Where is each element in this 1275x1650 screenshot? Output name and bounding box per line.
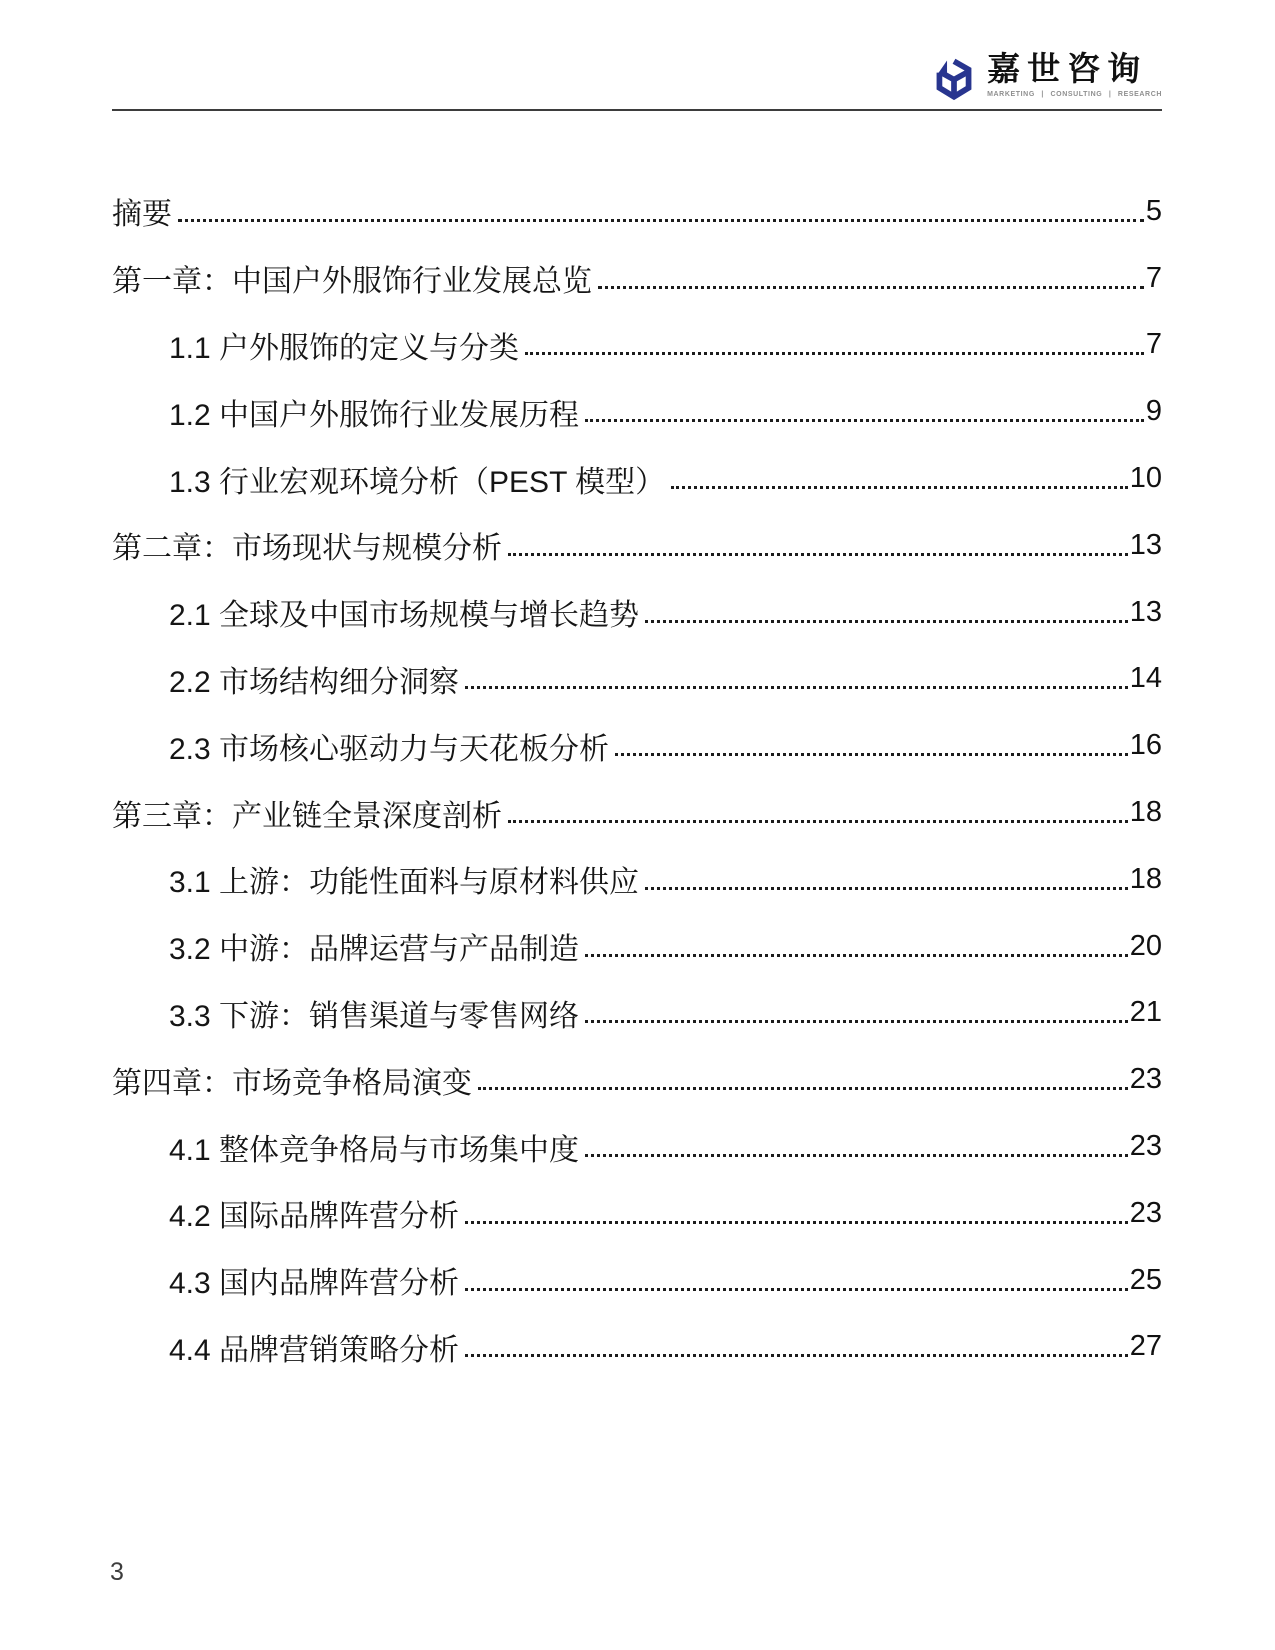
toc-entry-page: 23 [1129, 1196, 1162, 1229]
toc-entry-label: 3.1 上游：功能性面料与原材料供应 [169, 866, 640, 900]
toc-entry-label: 2.3 市场核心驱动力与天花板分析 [169, 732, 610, 766]
toc-leader-dots [645, 887, 1128, 890]
toc-entry[interactable] [112, 846, 1162, 913]
toc-entry-page: 18 [1129, 796, 1162, 829]
page-header [112, 0, 1162, 111]
toc-entry-label: 摘要 [112, 198, 172, 232]
table-of-contents [112, 178, 1162, 1380]
toc-entry-label: 1.3 行业宏观环境分析（PEST 模型） [169, 465, 666, 499]
toc-entry[interactable] [112, 245, 1162, 312]
toc-entry-label: 第四章：市场竞争格局演变 [112, 1066, 472, 1100]
toc-leader-dots [585, 419, 1144, 422]
toc-leader-dots [615, 753, 1128, 756]
toc-leader-dots [598, 286, 1144, 289]
toc-entry-label: 1.2 中国户外服饰行业发展历程 [169, 398, 580, 432]
toc-leader-dots [585, 1020, 1128, 1023]
toc-entry-label: 2.1 全球及中国市场规模与增长趋势 [169, 599, 640, 633]
toc-entry-page: 23 [1129, 1130, 1162, 1163]
header-divider [112, 109, 1162, 111]
toc-entry-page: 7 [1145, 261, 1162, 294]
brand-tagline: MARKETING | CONSULTING | RESEARCH [987, 90, 1162, 98]
toc-leader-dots [465, 1354, 1128, 1357]
toc-entry[interactable] [112, 646, 1162, 713]
toc-entry-page: 9 [1145, 395, 1162, 428]
toc-entry[interactable] [112, 312, 1162, 379]
toc-leader-dots [585, 954, 1128, 957]
toc-leader-dots [478, 1087, 1128, 1090]
toc-entry-page: 21 [1129, 996, 1162, 1029]
toc-leader-dots [465, 1288, 1128, 1291]
toc-entry[interactable] [112, 779, 1162, 846]
toc-leader-dots [525, 352, 1144, 355]
toc-entry-label: 4.3 国内品牌阵营分析 [169, 1267, 460, 1301]
toc-entry[interactable] [112, 1180, 1162, 1247]
cube-ribbon-logo-icon [935, 56, 973, 102]
toc-entry-label: 2.2 市场结构细分洞察 [169, 665, 460, 699]
toc-entry-label: 1.1 户外服饰的定义与分类 [169, 331, 520, 365]
toc-entry[interactable] [112, 1314, 1162, 1381]
toc-entry-label: 4.1 整体竞争格局与市场集中度 [169, 1133, 580, 1167]
toc-entry[interactable] [112, 579, 1162, 646]
toc-entry-page: 25 [1129, 1263, 1162, 1296]
toc-entry-page: 5 [1145, 194, 1162, 227]
toc-entry-label: 第二章：市场现状与规模分析 [112, 532, 502, 566]
toc-entry-label: 4.4 品牌营销策略分析 [169, 1333, 460, 1367]
toc-entry-page: 18 [1129, 862, 1162, 895]
toc-leader-dots [465, 1221, 1128, 1224]
toc-entry-label: 4.2 国际品牌阵营分析 [169, 1200, 460, 1234]
toc-entry-page: 10 [1129, 462, 1162, 495]
toc-entry[interactable] [112, 980, 1162, 1047]
toc-entry-page: 14 [1129, 662, 1162, 695]
toc-entry-page: 13 [1129, 528, 1162, 561]
toc-leader-dots [465, 686, 1128, 689]
toc-entry-label: 第三章：产业链全景深度剖析 [112, 799, 502, 833]
toc-entry-page: 20 [1129, 929, 1162, 962]
footer-page-number: 3 [110, 1558, 124, 1586]
toc-entry[interactable] [112, 1113, 1162, 1180]
toc-entry[interactable] [112, 1247, 1162, 1314]
company-logo [935, 52, 1162, 102]
toc-leader-dots [645, 620, 1128, 623]
toc-entry[interactable] [112, 512, 1162, 579]
toc-entry[interactable] [112, 378, 1162, 445]
toc-leader-dots [671, 486, 1128, 489]
toc-leader-dots [508, 553, 1128, 556]
toc-entry-label: 3.2 中游：品牌运营与产品制造 [169, 933, 580, 967]
brand-name: 嘉世咨询 [987, 50, 1148, 87]
toc-entry-label: 第一章：中国户外服饰行业发展总览 [112, 265, 592, 299]
toc-entry-page: 27 [1129, 1330, 1162, 1363]
toc-entry[interactable] [112, 712, 1162, 779]
toc-entry-label: 3.3 下游：销售渠道与零售网络 [169, 999, 580, 1033]
toc-entry[interactable] [112, 445, 1162, 512]
toc-entry-page: 16 [1129, 729, 1162, 762]
toc-leader-dots [178, 219, 1144, 222]
toc-entry[interactable] [112, 1046, 1162, 1113]
toc-leader-dots [508, 820, 1128, 823]
logo-text-block [987, 52, 1162, 98]
toc-entry[interactable] [112, 178, 1162, 245]
toc-entry-page: 13 [1129, 595, 1162, 628]
toc-leader-dots [585, 1154, 1128, 1157]
toc-entry[interactable] [112, 913, 1162, 980]
toc-entry-page: 23 [1129, 1063, 1162, 1096]
toc-entry-page: 7 [1145, 328, 1162, 361]
